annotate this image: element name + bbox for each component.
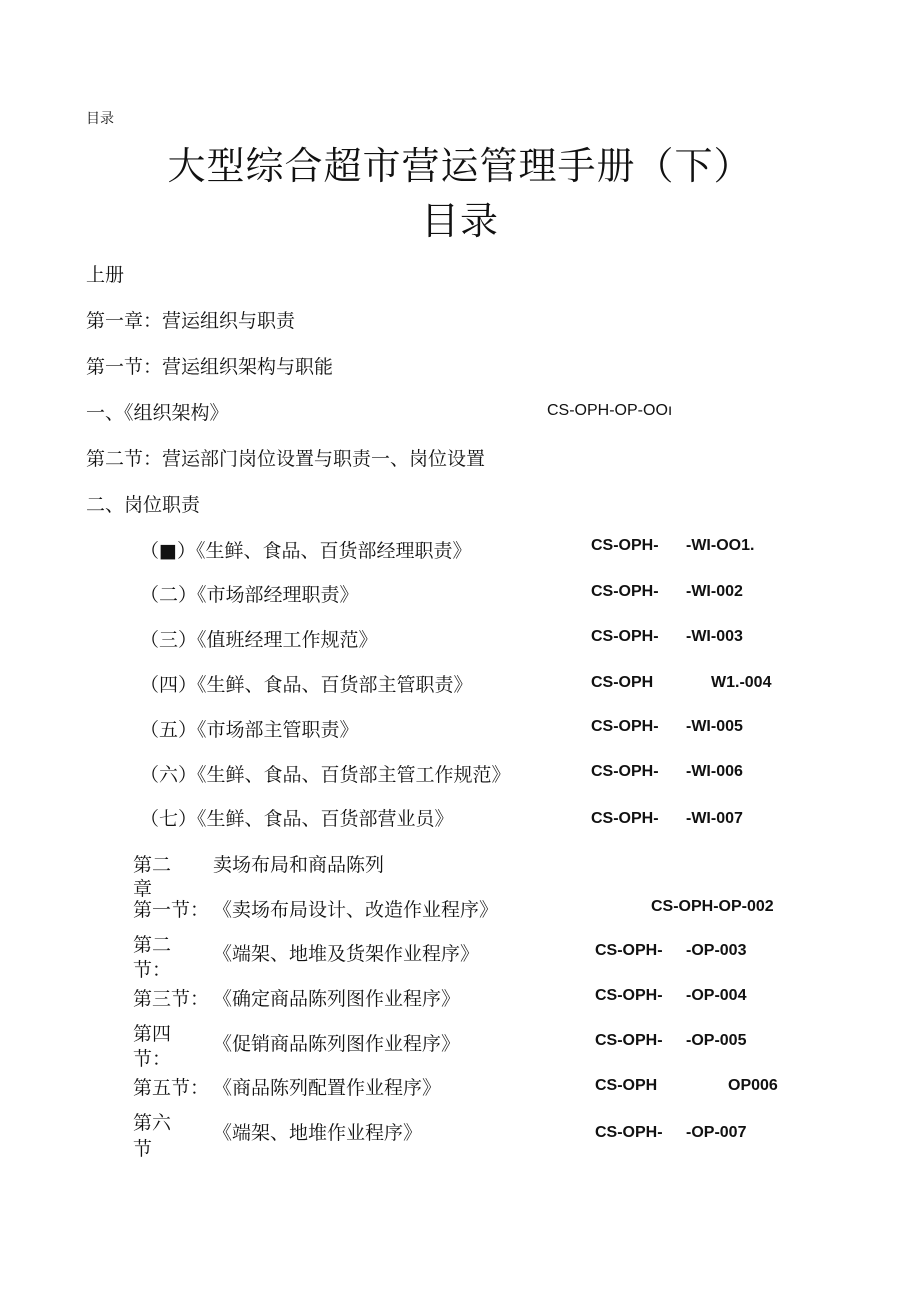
document-title: 大型综合超市营运管理手册（下）	[167, 144, 753, 188]
section-number: 第三节：	[133, 988, 210, 1010]
toc-entry-code-suffix: OP006	[728, 1077, 778, 1094]
toc-entry-label: （■）《生鲜、食品、百货部经理职责》	[140, 540, 472, 562]
chapter-heading: 卖场布局和商品陈列	[213, 854, 385, 876]
toc-entry-code: CS-OPH-	[591, 583, 659, 600]
toc-entry-label: （七）《生鲜、食品、百货部营业员》	[140, 808, 454, 830]
toc-entry-label: 《商品陈列配置作业程序》	[213, 1077, 442, 1099]
chapter-heading-prefix-cut: 章	[133, 878, 153, 900]
section-number: 第五节：	[133, 1077, 210, 1099]
document-subtitle: 目录	[420, 199, 499, 243]
toc-entry-label: 《端架、地堆及货架作业程序》	[213, 943, 480, 965]
toc-entry-code: CS-OPH-	[591, 810, 659, 827]
toc-entry-label: （三）《值班经理工作规范》	[140, 629, 378, 651]
toc-entry-code: CS-OPH-	[595, 1032, 663, 1049]
toc-entry-label: （二）《市场部经理职责》	[140, 584, 359, 606]
section-number-suffix-cut: 节	[133, 1138, 153, 1160]
toc-entry-label: （五）《市场部主管职责》	[140, 719, 359, 741]
toc-entry-label: 《端架、地堆作业程序》	[213, 1122, 423, 1144]
toc-entry-code: CS-OPH-	[595, 987, 663, 1004]
toc-entry-code: CS-OPH-OP-002	[651, 898, 774, 915]
section-number: 第二	[133, 934, 172, 956]
toc-entry-code: CS-OPH-	[591, 628, 659, 645]
toc-entry-code: CS-OPH-	[591, 718, 659, 735]
section-number: 第一节：	[133, 899, 210, 921]
toc-entry-code-suffix: -WI-002	[686, 583, 743, 600]
toc-entry-code: CS-OPH-	[591, 537, 659, 554]
running-header: 目录	[86, 111, 114, 127]
volume-label: 上册	[86, 264, 125, 286]
section-heading: 第一节：营运组织架构与职能	[86, 356, 334, 378]
toc-entry-code: CS-OPH-	[591, 763, 659, 780]
section-number-suffix: 节：	[133, 1048, 172, 1070]
subsection-heading: 二、岗位职责	[86, 494, 201, 516]
toc-entry-code: CS-OPH	[591, 674, 654, 691]
toc-entry-label: 《卖场布局设计、改造作业程序》	[213, 899, 499, 921]
toc-entry-label: 一、《组织架构》	[86, 402, 229, 424]
section-heading: 第二节：营运部门岗位设置与职责一、岗位设置	[86, 448, 486, 470]
section-number-suffix: 节：	[133, 959, 172, 981]
toc-entry-code-suffix: -OP-003	[686, 942, 747, 959]
toc-entry-code-suffix: -OP-007	[686, 1124, 747, 1141]
toc-entry-label: 《确定商品陈列图作业程序》	[213, 988, 461, 1010]
toc-entry-label: （六）《生鲜、食品、百货部主管工作规范》	[140, 764, 511, 786]
toc-entry-label: 《促销商品陈列图作业程序》	[213, 1033, 461, 1055]
toc-entry-code: CS-OPH-	[595, 942, 663, 959]
section-number: 第六	[133, 1112, 172, 1134]
toc-entry-code-suffix: -OP-005	[686, 1032, 747, 1049]
toc-entry-code-suffix: -WI-005	[686, 718, 743, 735]
toc-entry-code-suffix: -WI-OO1.	[686, 537, 755, 554]
toc-entry-code: CS-OPH	[595, 1077, 658, 1094]
toc-entry-code-suffix: -WI-007	[686, 810, 743, 827]
toc-entry-code-suffix: W1.-004	[711, 674, 772, 691]
toc-entry-code-suffix: -OP-004	[686, 987, 747, 1004]
toc-entry-code: CS-OPH-OP-OOı	[547, 402, 673, 419]
toc-entry-code-suffix: -WI-006	[686, 763, 743, 780]
toc-entry-label: （四）《生鲜、食品、百货部主管职责》	[140, 674, 473, 696]
toc-entry-code-suffix: -WI-003	[686, 628, 743, 645]
toc-entry-code: CS-OPH-	[595, 1124, 663, 1141]
section-number: 第四	[133, 1023, 172, 1045]
chapter-heading-prefix: 第二	[133, 854, 172, 876]
chapter-heading: 第一章：营运组织与职责	[86, 310, 296, 332]
